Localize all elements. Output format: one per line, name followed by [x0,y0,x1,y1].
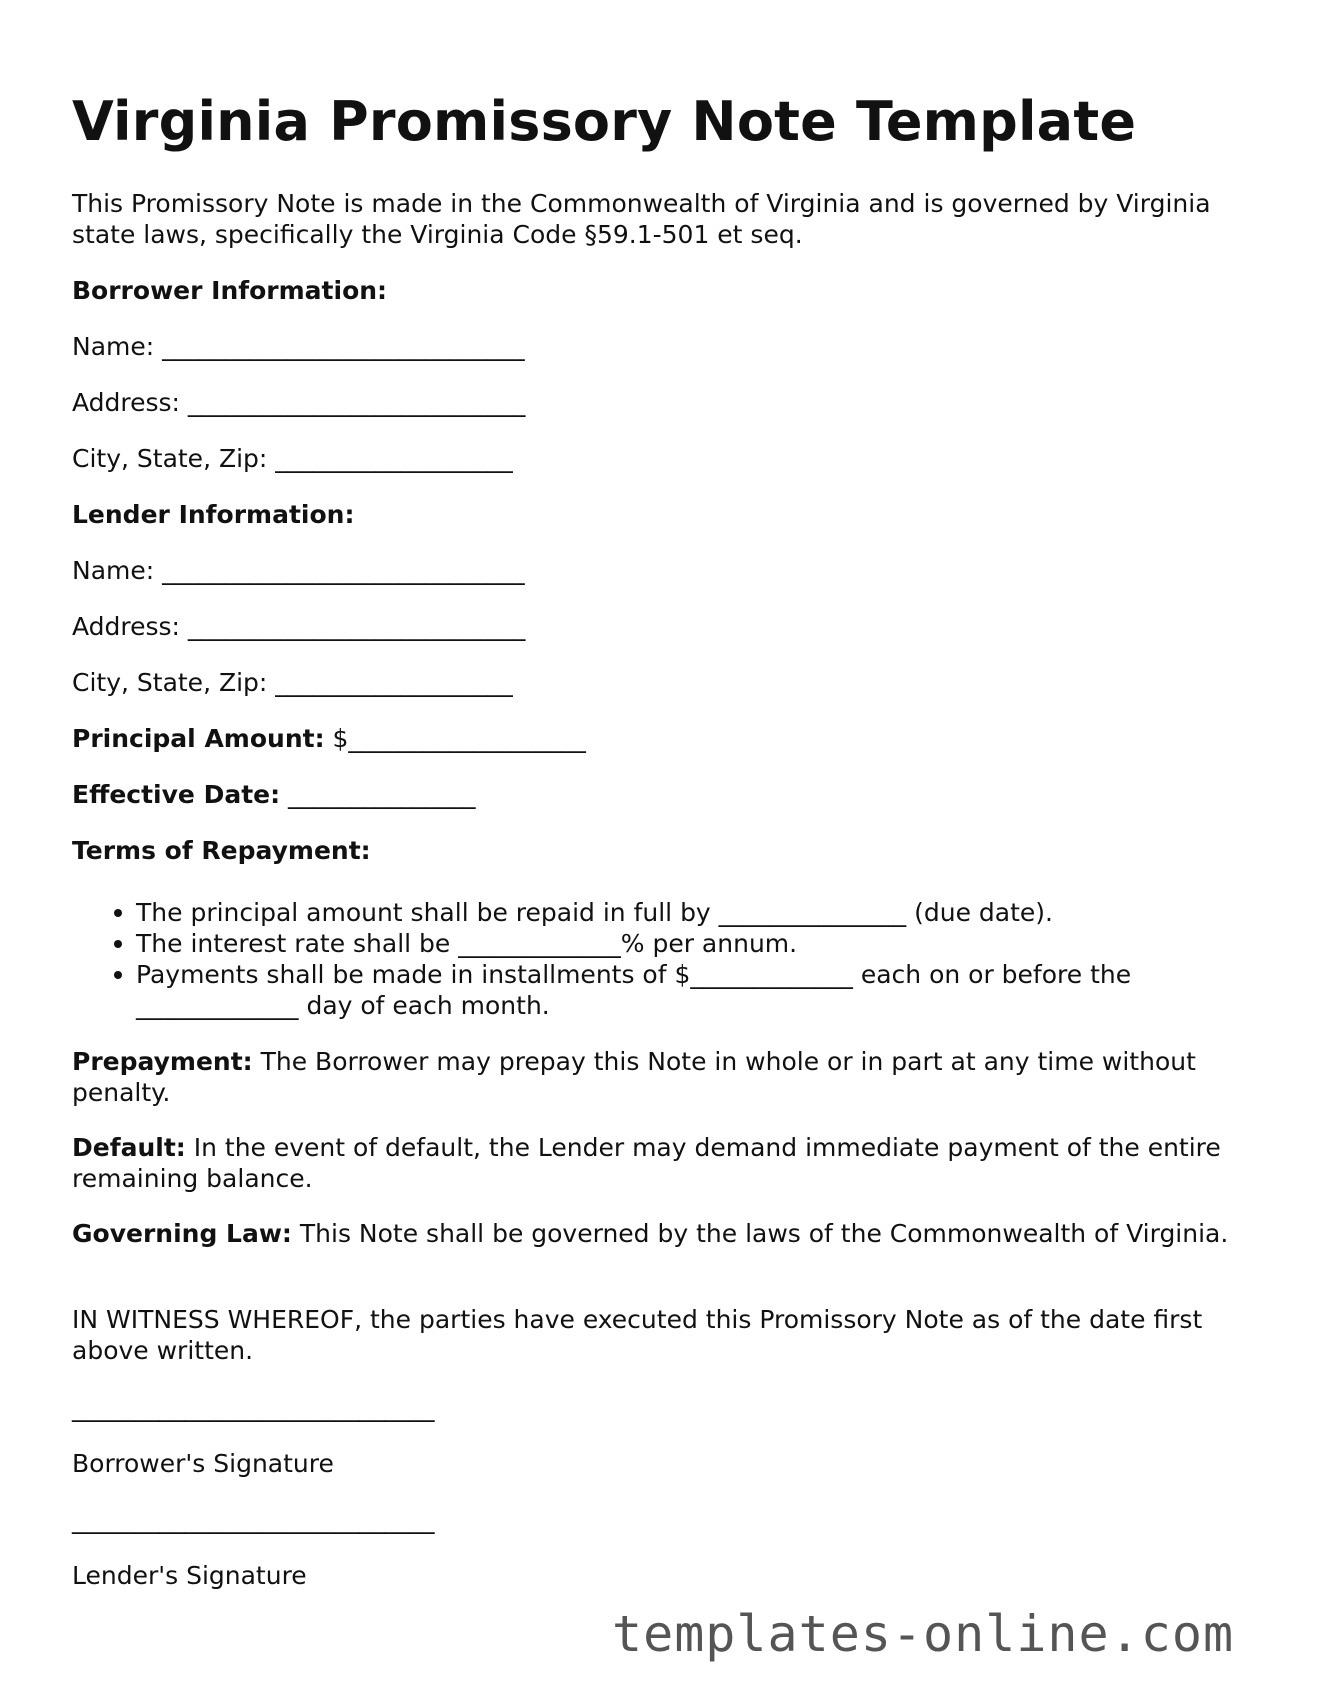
terms-item-installments: Payments shall be made in installments of $_____________ each on or before the _____________ day of each month. [136,959,1252,1021]
lender-name-field: Name: _____________________________ [72,556,525,585]
intro-paragraph: This Promissory Note is made in the Commonwealth of Virginia and is governed by Virginia state laws, specifically the Virginia Code §59.1-501 et seq. [72,189,1211,249]
effective-date-label: Effective Date: [72,780,281,809]
site-watermark: templates-online.com [612,1605,1235,1663]
principal-amount-label: Principal Amount: [72,724,325,753]
borrower-signature-label: Borrower's Signature [72,1449,334,1478]
effective-date-blank: _______________ [280,780,476,809]
lender-city-field: City, State, Zip: ___________________ [72,668,513,697]
terms-list [72,897,1252,1021]
terms-item-interest-rate: The interest rate shall be _____________% per annum. [136,928,1252,959]
bullet-icon [114,940,122,948]
document-title: Virginia Promissory Note Template [72,90,1137,153]
effective-date-field [72,779,1252,810]
witness-paragraph: IN WITNESS WHEREOF, the parties have executed this Promissory Note as of the date first above written. [72,1305,1203,1365]
lender-address-field: Address: ___________________________ [72,612,526,641]
prepayment-label: Prepayment: [72,1047,253,1076]
borrower-signature-line: _____________________________ [72,1393,435,1422]
default-label: Default: [72,1133,186,1162]
principal-amount-blank: $___________________ [324,724,586,753]
default-paragraph: Default: In the event of default, the Lender may demand immediate payment of the entire remaining balance. [72,1133,1221,1193]
governing-law-paragraph: Governing Law: This Note shall be governed by the laws of the Commonwealth of Virginia. [72,1219,1229,1248]
bullet-icon [114,909,122,917]
lender-heading: Lender Information: [72,500,355,529]
lender-signature-label: Lender's Signature [72,1561,307,1590]
prepayment-paragraph: Prepayment: The Borrower may prepay this Note in whole or in part at any time without penalty. [72,1047,1196,1107]
principal-amount-field [72,723,1252,754]
borrower-address-field: Address: ___________________________ [72,388,526,417]
governing-law-label: Governing Law: [72,1219,292,1248]
bullet-icon [114,971,122,979]
borrower-heading: Borrower Information: [72,276,388,305]
borrower-city-field: City, State, Zip: ___________________ [72,444,513,473]
terms-item-due-date: The principal amount shall be repaid in full by _______________ (due date). [136,897,1252,928]
lender-signature-line: _____________________________ [72,1505,435,1534]
borrower-name-field: Name: _____________________________ [72,332,525,361]
terms-heading: Terms of Repayment: [72,836,371,865]
